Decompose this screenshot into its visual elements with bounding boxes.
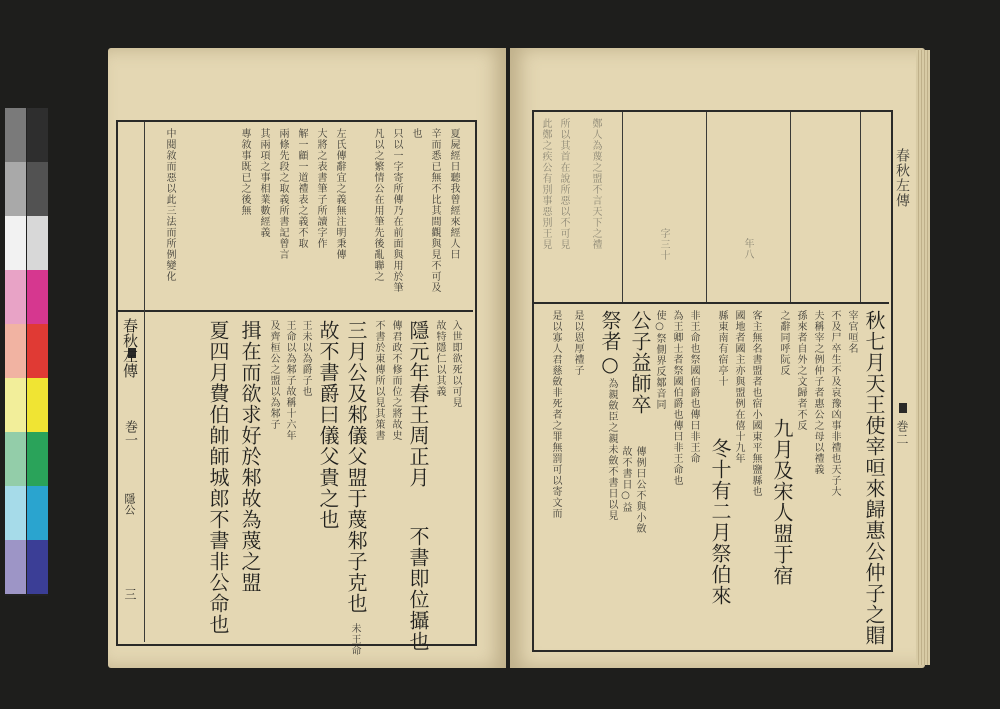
right-main-col-6: 之辭同呼阮反 (778, 310, 789, 376)
right-header-col-2: 所以其首在說所惡以不可見 (558, 118, 569, 250)
color-calibration-card (5, 108, 48, 596)
right-main-col-21: 是以寡人君慈斂非死者之罪無罰可以寄文而 (550, 310, 561, 519)
right-main-col-16: 傳例曰公不與小斂 (634, 446, 645, 534)
left-top-col-10: 其兩項之事相業數經義 (258, 128, 269, 238)
right-header-col-4: 年八 (742, 238, 753, 260)
left-main-col-3: 隱元年春王周正月 (406, 320, 430, 488)
swatch-5 (5, 216, 26, 270)
right-main-col-2: 宰官咺名 (846, 310, 857, 354)
left-main-col-2: 故特隱仁以其義 (434, 320, 445, 397)
left-main-col-1: 入世即欲死以可見 (450, 320, 461, 408)
right-main-col-4: 夫稱宰之例仲子者惠公之母以禮義 (812, 310, 823, 475)
right-page (510, 48, 925, 668)
left-main-col-13: 揖在而欲求好於邾故為蔑之盟 (238, 320, 262, 593)
left-divider (116, 310, 473, 312)
swatch-1 (5, 108, 26, 162)
left-main-col-11: 王命以為邾子故稱十六年 (284, 320, 295, 441)
left-top-col-2: 辛而悉已無不比其間觀與見不可及 (429, 128, 440, 293)
left-top-col-1: 夏屍經日聽我曾經來經人曰 (448, 128, 459, 260)
left-top-col-7: 大將之表書筆子所讀字作 (315, 128, 326, 249)
swatch-3 (5, 162, 26, 216)
left-top-col-12: 中閱敘而惡以此三法而所例變化 (164, 128, 175, 282)
right-header-col-5: 鄭人為蔑之盟不言天下之禮 (590, 118, 601, 250)
right-main-col-1: 秋七月天王使宰咺來歸惠公仲子之賵 (862, 310, 886, 646)
right-main-col-8: 客主無名書盟者也宿小國東平無鹽縣也 (750, 310, 761, 497)
left-top-col-8: 解一顧一道禮表之義不取 (296, 128, 307, 249)
left-top-col-3: 也 (410, 128, 421, 139)
right-main-col-20: 是以恩厚禮子 (572, 310, 583, 376)
left-main-col-6: 不書於東傳所以見其策書 (373, 320, 384, 441)
left-top-col-9: 兩條先段之取義所書記曾言 (277, 128, 288, 260)
left-main-col-7: 三月公及邾儀父盟于蔑邾子克也 (344, 320, 368, 614)
swatch-7 (5, 270, 26, 324)
swatch-15 (5, 486, 26, 540)
right-main-col-17: 故不書日○益 (620, 446, 631, 513)
left-spine-sub: 隱公 (123, 493, 136, 515)
swatch-6 (27, 216, 48, 270)
left-spine-volume: 巻一 (122, 420, 137, 446)
right-edge-volume: 巻二 (895, 420, 909, 446)
swatch-10 (27, 324, 48, 378)
swatch-11 (5, 378, 26, 432)
right-main-col-14: 使○祭側界反鄒音同 (654, 310, 665, 410)
right-edge-title: 春秋左傳 (894, 148, 910, 208)
left-main-col-12: 及齊桓公之盟以為邾子 (268, 320, 279, 430)
left-main-col-9: 故不書爵曰儀父貴之也 (316, 320, 340, 530)
left-spine-title: 春秋左傳 (121, 318, 139, 378)
right-main-col-9: 國地者國主亦與盟例在僖十九年 (733, 310, 744, 464)
swatch-14 (27, 432, 48, 486)
left-top-col-6: 左氏傳辭宜之義無注明秉傳 (334, 128, 345, 260)
open-book (108, 40, 928, 690)
swatch-18 (27, 540, 48, 594)
left-page (108, 48, 506, 668)
swatch-17 (5, 540, 26, 594)
right-main-col-12: 非王命也祭國伯爵也傳曰非王命 (688, 310, 699, 464)
right-main-col-11: 冬十有二月祭伯來 (708, 438, 732, 606)
swatch-2 (27, 108, 48, 162)
right-main-col-5: 孫來者自外之文歸者不反 (795, 310, 806, 431)
right-header-col-3: 字三十 (658, 228, 669, 261)
swatch-12 (27, 378, 48, 432)
left-main-col-4: 不書即位攝也 (406, 526, 430, 652)
right-header-col-1: 此鄭之疾公有別事惡別王見 (540, 118, 551, 250)
left-top-col-5: 凡以之繁情公在用筆先後亂聯之 (372, 128, 383, 282)
right-main-col-10: 縣東南有宿亭十 (716, 310, 727, 387)
swatch-9 (5, 324, 26, 378)
right-divider (532, 302, 889, 304)
left-spine-page: 三 (123, 588, 137, 600)
right-main-col-3: 不及尸卒生不及哀豫凶事非禮也天子大 (829, 310, 840, 497)
left-main-col-10: 王未以為爵子也 (300, 320, 311, 397)
right-main-col-18: 祭者○ (598, 310, 622, 377)
left-main-col-5: 傳君政不修而位之將故史 (390, 320, 401, 441)
right-main-col-7: 九月及宋人盟于宿 (770, 418, 794, 586)
left-top-col-11: 專敘事既已之後無 (239, 128, 250, 216)
right-main-col-13: 為王卿士者祭國伯爵也傳曰非王命也 (671, 310, 682, 486)
right-main-col-19: 為親斂臣之親未斂不書日以見 (606, 378, 617, 521)
swatch-4 (27, 162, 48, 216)
left-top-col-4: 只以一字寄所傳乃在前面與用於筆 (391, 128, 402, 293)
right-main-col-15: 公子益師卒 (628, 310, 652, 415)
swatch-16 (27, 486, 48, 540)
left-main-col-8: 未王命 (349, 623, 360, 656)
swatch-8 (27, 270, 48, 324)
page-block-edge (916, 50, 930, 665)
swatch-13 (5, 432, 26, 486)
left-main-col-14: 夏四月費伯帥師城郎不書非公命也 (206, 320, 230, 635)
